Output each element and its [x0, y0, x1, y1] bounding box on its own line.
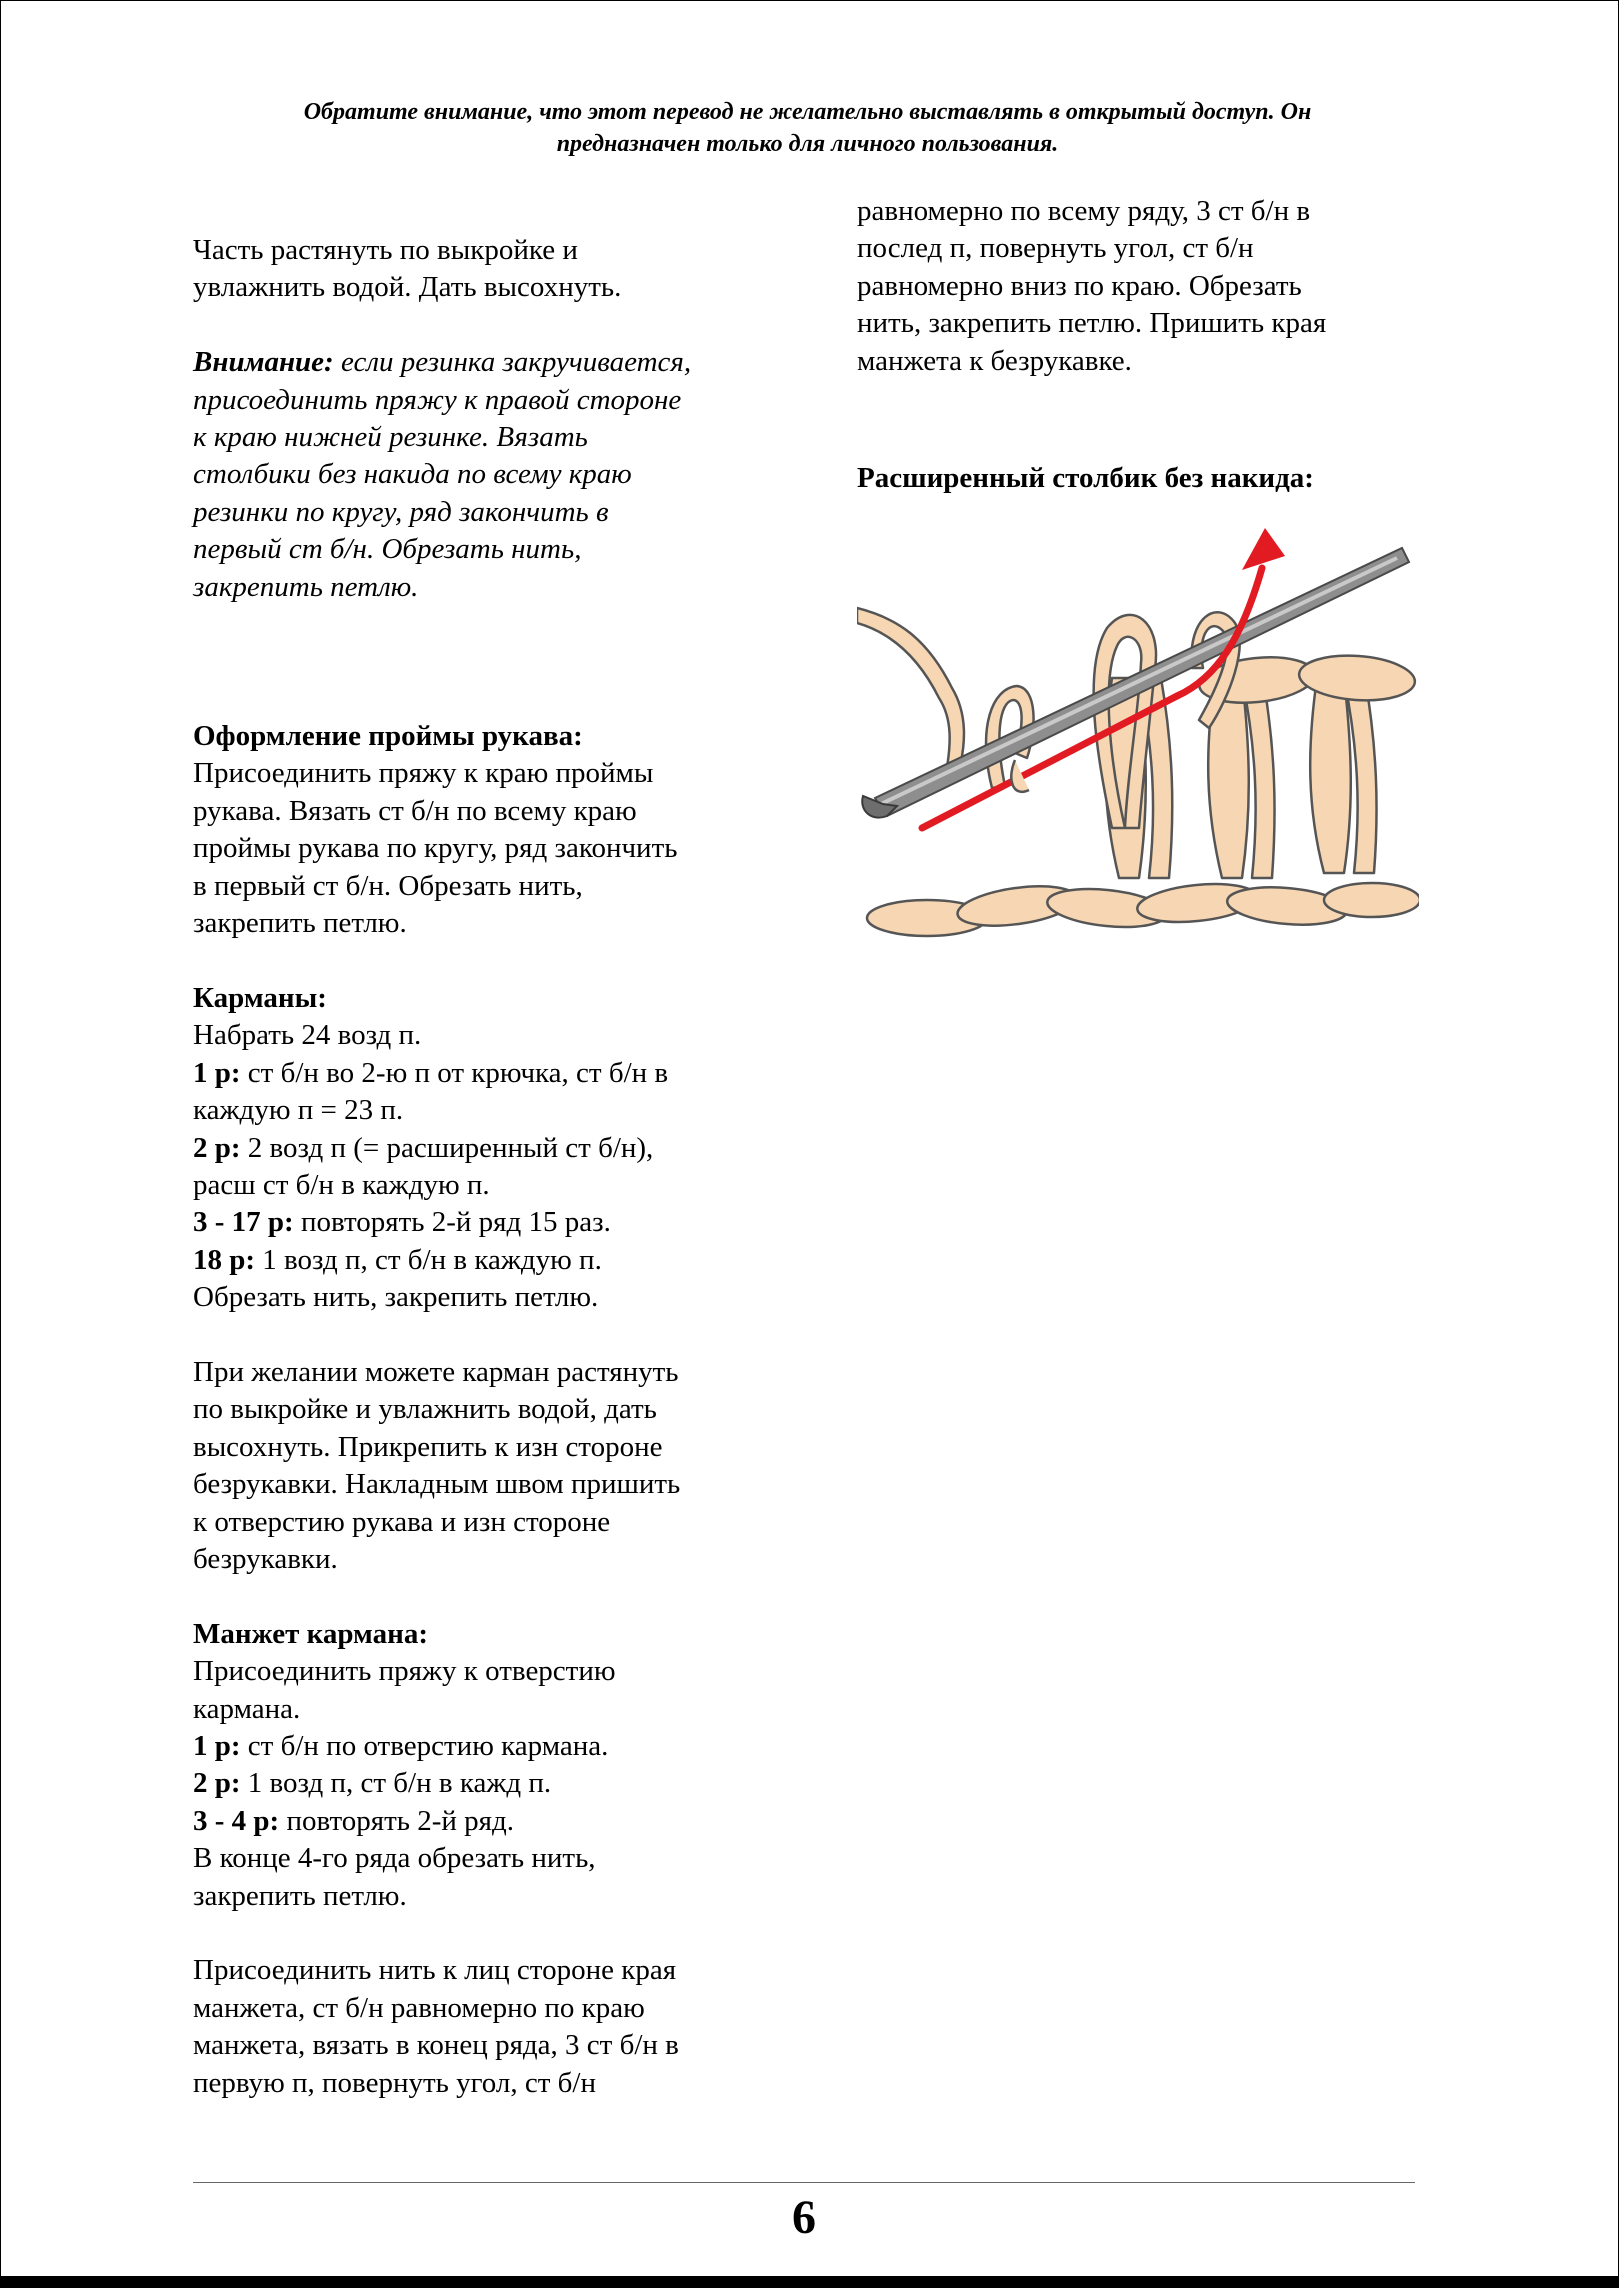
- cuff-finish-line: закрепить петлю.: [193, 1879, 407, 1912]
- pocket-row: каждую п = 23 п.: [193, 1094, 404, 1127]
- attention-line: резинки по кругу, ряд закончить в: [193, 495, 609, 528]
- stitch-post: [1310, 678, 1351, 873]
- cuff-intro-line: Присоединить пряжу к отверстию: [193, 1655, 616, 1688]
- continued-line: манжета к безрукавке.: [857, 344, 1132, 377]
- attention-line: присоединить пряжу к правой стороне: [193, 383, 682, 416]
- continued-line: нить, закрепить петлю. Пришить края: [857, 307, 1327, 340]
- cuff-section: [193, 1616, 783, 1915]
- footer-divider: [193, 2182, 1415, 2183]
- cuff-row: 2 р: 1 возд п, ст б/н в кажд п.: [193, 1767, 552, 1800]
- attention-line: первый ст б/н. Обрезать нить,: [193, 533, 582, 566]
- pocket-row: 3 - 17 р: повторять 2-й ряд 15 раз.: [193, 1206, 611, 1239]
- attention-label: Внимание:: [193, 346, 334, 379]
- armhole-line: Присоединить пряжу к краю проймы: [193, 757, 654, 790]
- pockets-finish: Обрезать нить, закрепить петлю.: [193, 1281, 599, 1314]
- continued-line: равномерно вниз по краю. Обрезать: [857, 269, 1302, 302]
- pocket-attach-line: к отверстию рукава и изн стороне: [193, 1505, 611, 1538]
- crochet-stitch-illustration: [857, 528, 1419, 960]
- cuff-heading: Манжет кармана:: [193, 1617, 428, 1650]
- cuff-row: 3 - 4 р: повторять 2-й ряд.: [193, 1804, 514, 1837]
- pocket-attach-paragraph: [193, 1354, 783, 1578]
- cuff-edge-line: манжета, вязать в конец ряда, 3 ст б/н в: [193, 2029, 679, 2062]
- continued-line: равномерно по всему ряду, 3 ст б/н в: [857, 195, 1311, 227]
- right-column: [857, 193, 1417, 497]
- cuff-intro-line: кармана.: [193, 1692, 301, 1725]
- pocket-row: 18 р: 1 возд п, ст б/н в каждую п.: [193, 1243, 602, 1276]
- copyright-notice: [190, 96, 1425, 160]
- armhole-line: проймы рукава по кругу, ряд закончить: [193, 832, 678, 865]
- notice-line-2: предназначен только для личного пользования.: [556, 131, 1059, 157]
- chain-stitch: [1324, 883, 1419, 917]
- continued-line: послед п, повернуть угол, ст б/н: [857, 232, 1254, 265]
- armhole-heading: Оформление проймы рукава:: [193, 720, 583, 753]
- pocket-attach-line: При желании можете карман растянуть: [193, 1355, 679, 1388]
- attention-line: закрепить петлю.: [193, 570, 419, 603]
- armhole-line: закрепить петлю.: [193, 907, 407, 940]
- pockets-cast-on: Набрать 24 возд п.: [193, 1019, 422, 1052]
- attention-text: если резинка закручивается,: [333, 346, 692, 379]
- pocket-row: расш ст б/н в каждую п.: [193, 1168, 490, 1201]
- cuff-edge-paragraph: [193, 1952, 783, 2102]
- notice-line-1: Обратите внимание, что этот перевод не желательно выставлять в открытый доступ. Он: [303, 99, 1312, 125]
- pocket-attach-line: по выкройке и увлажнить водой, дать: [193, 1393, 657, 1426]
- pocket-row: 2 р: 2 возд п (= расширенный ст б/н),: [193, 1131, 654, 1164]
- armhole-line: в первый ст б/н. Обрезать нить,: [193, 869, 583, 902]
- pocket-row: 1 р: ст б/н во 2-ю п от крючка, ст б/н в: [193, 1056, 669, 1089]
- intro-line: увлажнить водой. Дать высохнуть.: [193, 271, 622, 304]
- attention-line: к краю нижней резинке. Вязать: [193, 421, 588, 454]
- cuff-row: 1 р: ст б/н по отверстию кармана.: [193, 1729, 609, 1762]
- armhole-line: рукава. Вязать ст б/н по всему краю: [193, 794, 637, 827]
- pockets-section: [193, 980, 783, 1317]
- pocket-attach-line: безрукавки.: [193, 1542, 338, 1575]
- arrow-head-icon: [1242, 528, 1285, 570]
- continued-paragraph: [857, 193, 1417, 380]
- figure-heading: Расширенный столбик без накида:: [857, 462, 1314, 495]
- armhole-section: [193, 718, 783, 942]
- pockets-heading: Карманы:: [193, 981, 327, 1014]
- pocket-attach-line: безрукавки. Накладным швом пришить: [193, 1468, 681, 1501]
- attention-paragraph: [193, 344, 783, 606]
- cuff-edge-line: манжета, ст б/н равномерно по краю: [193, 1991, 645, 2024]
- intro-line: Часть растянуть по выкройке и: [193, 234, 578, 266]
- yarn-tail: [857, 608, 964, 778]
- page-number: 6: [792, 2191, 816, 2244]
- left-column: [193, 232, 783, 2102]
- cuff-finish-line: В конце 4-го ряда обрезать нить,: [193, 1842, 596, 1875]
- intro-paragraph: [193, 232, 783, 307]
- pocket-attach-line: высохнуть. Прикрепить к изн стороне: [193, 1430, 663, 1463]
- attention-line: столбики без накида по всему краю: [193, 458, 632, 491]
- cuff-edge-line: первую п, повернуть угол, ст б/н: [193, 2066, 596, 2099]
- cuff-edge-line: Присоединить нить к лиц стороне края: [193, 1954, 677, 1987]
